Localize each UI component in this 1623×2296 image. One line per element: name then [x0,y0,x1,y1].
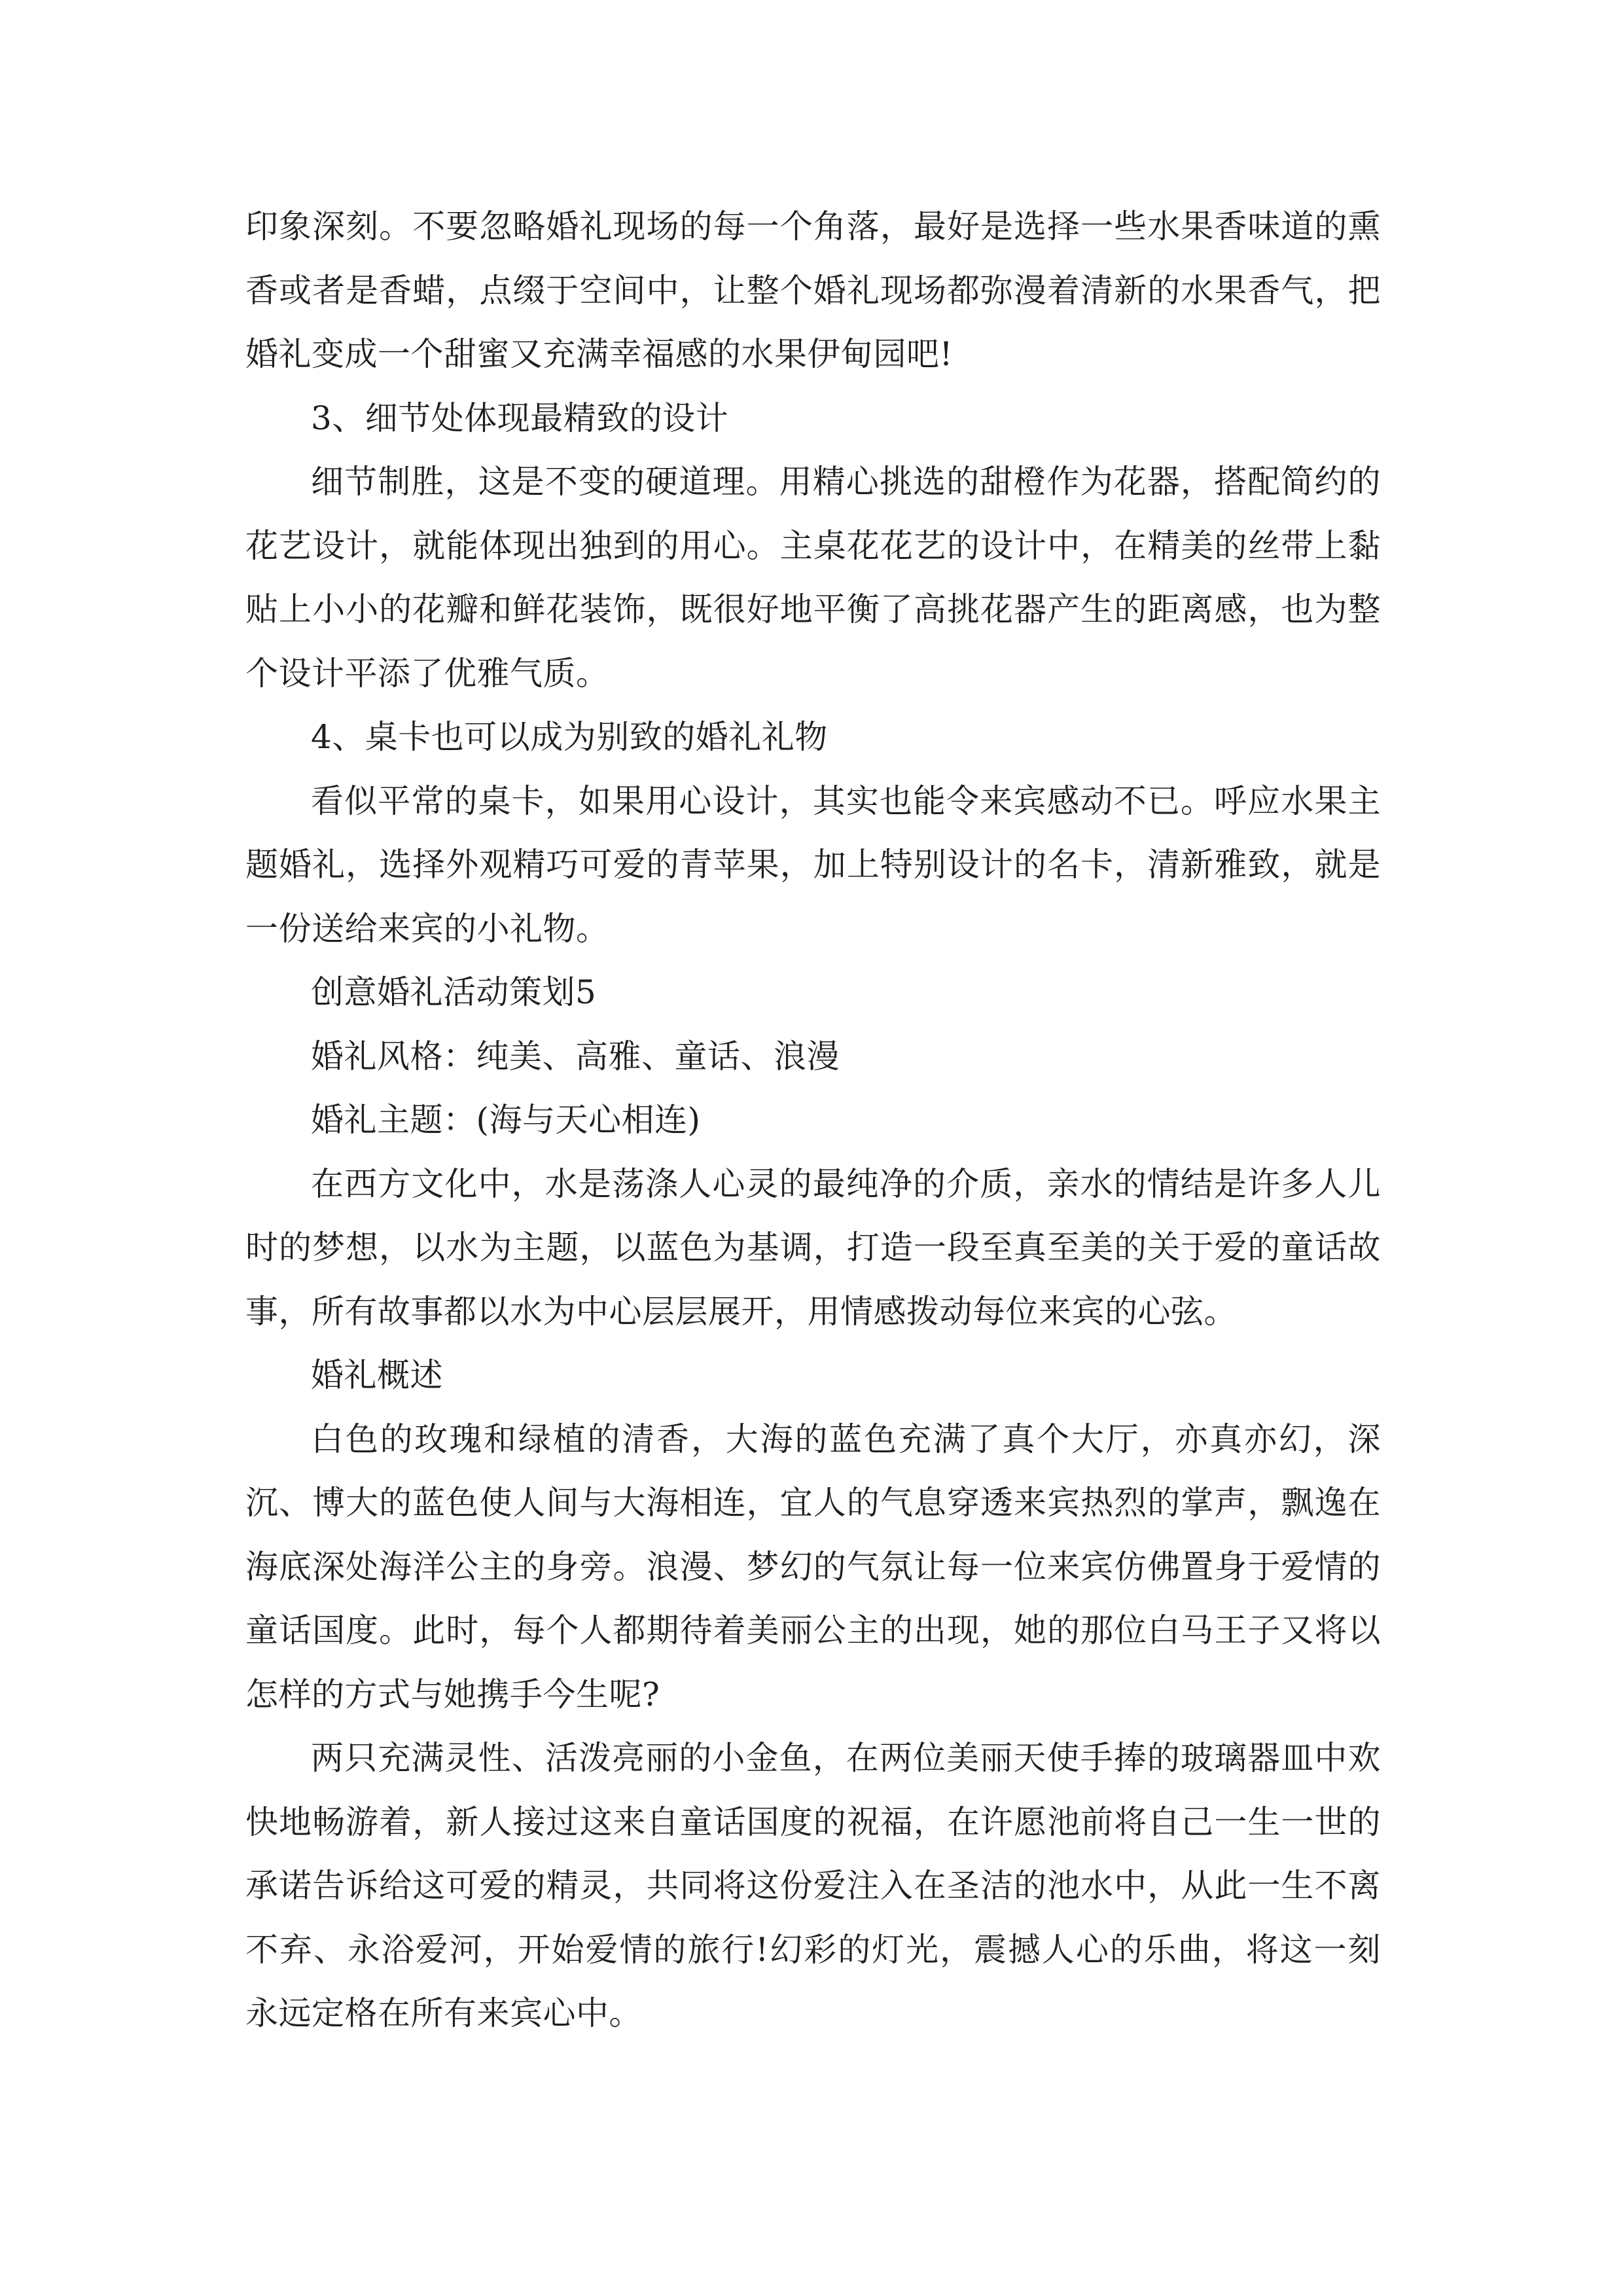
section-heading-4: 4、桌卡也可以成为别致的婚礼礼物 [311,718,828,756]
paragraph: 在西方文化中，水是荡涤人心灵的最纯净的介质，亲水的情结是许多人儿时的梦想，以水为主题，以蓝色为基调，打造一段至真至美的关于爱的童话故事，所有故事都以水为中心层层展开，用情感拨动每位来宾的心弦。 [245,1164,1381,1331]
section-heading-3: 3、细节处体现最精致的设计 [311,399,729,437]
wedding-style: 婚礼风格：纯美、高雅、童话、浪漫 [311,1037,840,1075]
wedding-theme: 婚礼主题：(海与天心相连) [311,1101,701,1139]
paragraph: 细节制胜，这是不变的硬道理。用精心挑选的甜橙作为花器，搭配简约的花艺设计，就能体现出独到的用心。主桌花花艺的设计中，在精美的丝带上黏贴上小小的花瓣和鲜花装饰，既很好地平衡了高挑花器产生的距离感，也为整个设计平添了优雅气质。 [245,463,1381,692]
paragraph: 白色的玫瑰和绿植的清香，大海的蓝色充满了真个大厅，亦真亦幻，深沉、博大的蓝色使人间与大海相连，宜人的气息穿透来宾热烈的掌声，飘逸在海底深处海洋公主的身旁。浪漫、梦幻的气氛让每一位来宾仿佛置身于爱情的童话国度。此时，每个人都期待着美丽公主的出现，她的那位白马王子又将以怎样的方式与她携手今生呢? [245,1420,1381,1713]
overview-heading: 婚礼概述 [311,1356,443,1394]
paragraph-continuation: 印象深刻。不要忽略婚礼现场的每一个角落，最好是选择一些水果香味道的熏香或者是香蜡，点缀于空间中，让整个婚礼现场都弥漫着清新的水果香气，把婚礼变成一个甜蜜又充满幸福感的水果伊甸园吧! [245,207,1381,373]
plan-title: 创意婚礼活动策划5 [311,973,597,1011]
paragraph: 看似平常的桌卡，如果用心设计，其实也能令来宾感动不已。呼应水果主题婚礼，选择外观精巧可爱的青苹果，加上特别设计的名卡，清新雅致，就是一份送给来宾的小礼物。 [245,781,1381,948]
paragraph: 两只充满灵性、活泼亮丽的小金鱼，在两位美丽天使手捧的玻璃器皿中欢快地畅游着，新人接过这来自童话国度的祝福，在许愿池前将自己一生一世的承诺告诉给这可爱的精灵，共同将这份爱注入在圣洁的池水中，从此一生不离不弃、永浴爱河，开始爱情的旅行!幻彩的灯光，震撼人心的乐曲，将这一刻永远定格在所有来宾心中。 [245,1739,1381,2032]
document-body [245,195,1381,2046]
